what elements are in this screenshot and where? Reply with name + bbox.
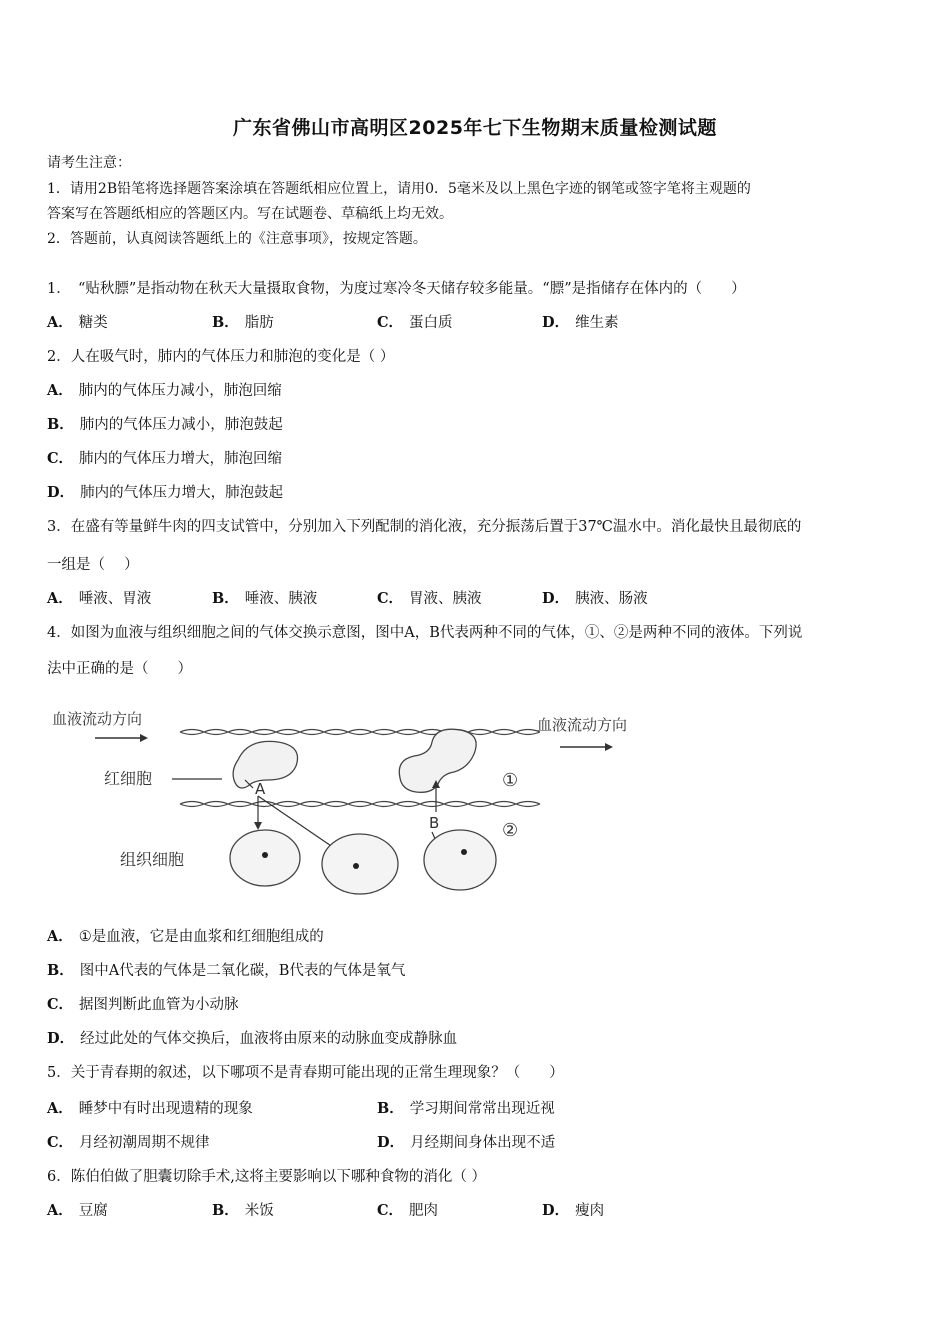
q1-option-d: D． 维生素: [542, 314, 619, 331]
q6-option-c: C． 肥肉: [377, 1202, 439, 1219]
q2-option-d: D． 肺内的气体压力增大，肺泡鼓起: [47, 484, 284, 501]
q2-option-b: B． 肺内的气体压力减小，肺泡鼓起: [47, 416, 283, 433]
q1-option-b: B． 脂肪: [212, 314, 274, 331]
q5-option-c: C． 月经初潮周期不规律: [47, 1134, 210, 1151]
q5-option-d: D． 月经期间身体出现不适: [377, 1134, 556, 1151]
q1-option-a: A． 糖类: [47, 314, 108, 331]
q3-option-a: A． 唾液、胃液: [47, 590, 152, 607]
tissue-cell-label: 组织细胞: [120, 850, 185, 869]
arrow-down-icon: [254, 822, 262, 830]
q2-option-c: C． 肺内的气体压力增大，肺泡回缩: [47, 450, 283, 467]
q4-option-a: A． ①是血液，它是由血浆和红细胞组成的: [47, 928, 324, 945]
q4-option-d: D． 经过此处的气体交换后，血液将由原来的动脉血变成静脉血: [47, 1030, 458, 1047]
question-2-stem: 2．人在吸气时，肺内的气体压力和肺泡的变化是（ ）: [47, 349, 395, 365]
question-3-stem-a: 3．在盛有等量鲜牛肉的四支试管中，分别加入下列配制的消化液，充分振荡后置于37℃温水中。消化最快且最彻底的: [47, 519, 802, 535]
rbc-label: 红细胞: [104, 769, 153, 788]
question-3-stem-b: 一组是（ ）: [47, 557, 139, 573]
q3-option-d: D． 胰液、肠液: [542, 590, 648, 607]
q4-option-b: B． 图中A代表的气体是二氧化碳，B代表的气体是氧气: [47, 962, 406, 979]
notice-item-1b: 答案写在答题纸相应的答题区内。写在试题卷、草稿纸上均无效。: [47, 206, 453, 222]
q2-option-a: A． 肺内的气体压力减小，肺泡回缩: [47, 382, 282, 399]
red-blood-cell-2: [399, 729, 476, 792]
flow-direction-left-label: 血液流动方向: [52, 710, 143, 728]
question-5-stem: 5．关于青春期的叙述，以下哪项不是青春期可能出现的正常生理现象？（ ）: [47, 1065, 564, 1081]
notice-heading: 请考生注意：: [47, 155, 131, 171]
flow-direction-right-label: 血液流动方向: [537, 716, 628, 734]
q3-option-b: B． 唾液、胰液: [212, 590, 318, 607]
gas-a-label: A: [255, 780, 266, 798]
notice-item-2: 2．答题前，认真阅读答题纸上的《注意事项》，按规定答题。: [47, 231, 427, 247]
gas-b-label: B: [429, 814, 440, 832]
question-4-stem-b: 法中正确的是（ ）: [47, 661, 192, 677]
flow-arrow-right-icon: [560, 743, 613, 751]
notice-item-1a: 1．请用2B铅笔将选择题答案涂填在答题纸相应位置上，请用0．5毫米及以上黑色字迹的钢笔或签字笔将主观题的: [47, 181, 751, 197]
gas-exchange-figure: [40, 700, 660, 900]
liquid-2-label: ②: [502, 820, 519, 841]
page-title: 广东省佛山市高明区2025年七下生物期末质量检测试题: [233, 117, 717, 139]
tissue-cell-3: [424, 830, 496, 890]
question-6-stem: 6．陈伯伯做了胆囊切除手术,这将主要影响以下哪种食物的消化（ ）: [47, 1169, 486, 1185]
q6-option-d: D． 瘦肉: [542, 1202, 605, 1219]
q6-option-b: B． 米饭: [212, 1202, 274, 1219]
tissue-cell-2: [322, 834, 398, 894]
q3-option-c: C． 胃液、胰液: [377, 590, 482, 607]
question-4-stem-a: 4．如图为血液与组织细胞之间的气体交换示意图，图中A，B代表两种不同的气体，①、②是两种不同的液体。下列说: [47, 625, 803, 641]
q6-option-a: A． 豆腐: [47, 1202, 108, 1219]
liquid-1-label: ①: [502, 770, 519, 791]
q4-option-c: C． 据图判断此血管为小动脉: [47, 996, 239, 1013]
q5-option-b: B． 学习期间常常出现近视: [377, 1100, 555, 1117]
red-blood-cell-1: [233, 741, 297, 788]
q5-option-a: A． 睡梦中有时出现遗精的现象: [47, 1100, 253, 1117]
question-1-stem: 1． “贴秋膘”是指动物在秋天大量摄取食物，为度过寒冷冬天储存较多能量。“膘”是指储存在体内的（ ）: [47, 281, 746, 297]
q1-option-c: C． 蛋白质: [377, 314, 453, 331]
flow-arrow-left-icon: [95, 734, 148, 742]
